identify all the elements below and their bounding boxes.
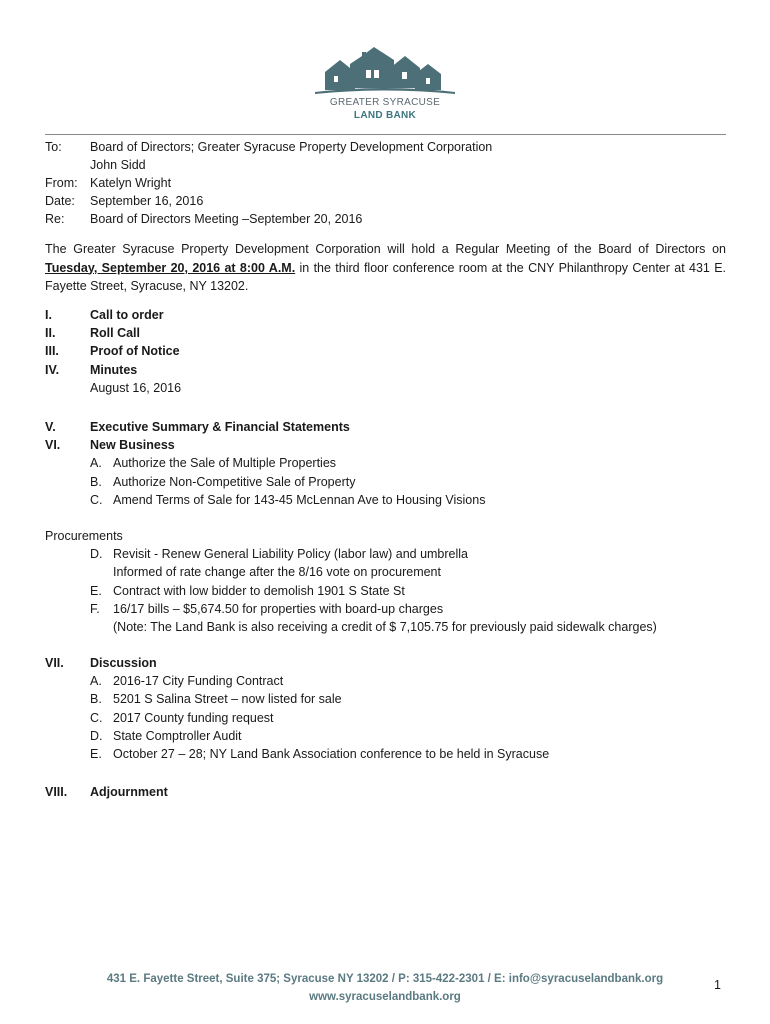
houses-logo-icon [310, 42, 460, 97]
list-note [45, 563, 745, 581]
agenda-num: VII. [45, 656, 64, 670]
memo-value: Katelyn Wright [90, 176, 172, 190]
land-bank-logo [310, 42, 460, 124]
agenda-item [45, 306, 745, 324]
list-letter: B. [90, 474, 102, 489]
intro-part1: The Greater Syracuse Property Development Corporation will hold a Regular Meeting of the Board of Directors on [45, 242, 726, 256]
meeting-datetime: Tuesday, September 20, 2016 at 8:00 A.M. [45, 260, 296, 275]
list-text: Authorize Non-Competitive Sale of Property [113, 474, 356, 489]
memo-key: From: [45, 176, 78, 190]
list-text: 2016-17 City Funding Contract [113, 674, 284, 689]
memo-key: Date: [45, 194, 75, 208]
agenda-section-1 [45, 306, 745, 397]
list-letter: A. [90, 674, 102, 689]
list-text: State Comptroller Audit [113, 728, 242, 743]
adjournment-section [45, 783, 745, 801]
list-text: 5201 S Salina Street – now listed for sale [113, 692, 342, 707]
memo-value: John Sidd [90, 158, 146, 172]
agenda-title: Minutes [90, 362, 138, 377]
agenda-title: Roll Call [90, 326, 141, 341]
agenda-num: III. [45, 344, 59, 359]
list-note [45, 618, 745, 636]
footer-address: 431 E. Fayette Street, Suite 375; Syracuse NY 13202 / P: 315-422-2301 / E: info@syracuselandbank.org [106, 973, 664, 985]
minutes-date-text: August 16, 2016 [90, 380, 182, 395]
agenda-section-2 [45, 418, 745, 509]
list-text: Amend Terms of Sale for 143-45 McLennan Ave to Housing Visions [113, 492, 486, 507]
agenda-title: Proof of Notice [90, 344, 180, 359]
agenda-item [45, 436, 745, 454]
list-letter: C. [90, 710, 103, 725]
list-note-text: Informed of rate change after the 8/16 vote on procurement [113, 565, 441, 580]
list-item [45, 545, 745, 563]
memo-row-from [45, 174, 492, 192]
page-number: 1 [714, 978, 721, 992]
list-letter: B. [90, 692, 102, 707]
list-item [45, 454, 745, 472]
intro-paragraph [45, 240, 726, 296]
agenda-title: New Business [90, 438, 175, 453]
memo-row-date [45, 192, 492, 210]
memo-row-to [45, 138, 492, 156]
footer-website: www.syracuselandbank.org [309, 991, 461, 1003]
agenda-title: Discussion [90, 656, 157, 670]
list-letter: E. [90, 746, 102, 761]
list-item [45, 727, 745, 745]
agenda-num: VIII. [45, 785, 68, 799]
agenda-item [45, 654, 745, 672]
list-item [45, 690, 745, 708]
logo-text-line1: GREATER SYRACUSE [329, 97, 441, 108]
list-text: Authorize the Sale of Multiple Properties [113, 456, 337, 471]
procurements-heading [45, 527, 745, 545]
agenda-num: I. [45, 308, 52, 322]
list-text: Revisit - Renew General Liability Policy (labor law) and umbrella [113, 547, 469, 562]
list-text: 2017 County funding request [113, 710, 274, 725]
memo-key [45, 156, 90, 174]
list-item [45, 672, 745, 690]
memo-key: To: [45, 140, 62, 154]
top-divider [45, 134, 726, 135]
minutes-date [45, 379, 745, 397]
procurements-heading-text: Procurements [45, 529, 123, 543]
agenda-item [45, 418, 745, 436]
memo-header [45, 138, 492, 228]
list-letter: D. [90, 547, 103, 562]
memo-row-to-cont [45, 156, 492, 174]
list-letter: C. [90, 492, 103, 507]
list-note-text: (Note: The Land Bank is also receiving a credit of $ 7,105.75 for previously paid sidewalk charges) [113, 619, 657, 634]
agenda-item [45, 342, 745, 360]
page-footer [60, 970, 710, 1006]
agenda-num: VI. [45, 438, 61, 453]
list-letter: A. [90, 456, 102, 471]
agenda-item [45, 324, 745, 342]
list-text: Contract with low bidder to demolish 1901 S State St [113, 583, 405, 598]
intro-part2: in the third floor conference room at the CNY Philanthropy Center at 431 E. Fayette Street, Syracuse, NY 13202. [45, 260, 727, 293]
list-item [45, 473, 745, 491]
list-text: 16/17 bills – $5,674.50 for properties with board-up charges [113, 601, 444, 616]
list-item [45, 745, 745, 763]
procurements-section [45, 527, 745, 636]
agenda-num: II. [45, 326, 56, 341]
agenda-title: Executive Summary & Financial Statements [90, 420, 350, 434]
list-item [45, 709, 745, 727]
list-item [45, 600, 745, 618]
agenda-title: Call to order [90, 308, 164, 322]
memo-value: September 16, 2016 [90, 194, 204, 208]
memo-value: Board of Directors Meeting –September 20, 2016 [90, 212, 363, 226]
agenda-item [45, 783, 745, 801]
agenda-title: Adjournment [90, 785, 168, 799]
logo-text-line2: LAND BANK [353, 110, 417, 121]
agenda-item [45, 361, 745, 379]
memo-key: Re: [45, 212, 65, 226]
memo-row-re [45, 210, 492, 228]
agenda-num: IV. [45, 362, 60, 377]
list-letter: F. [90, 601, 100, 616]
list-text: October 27 – 28; NY Land Bank Association conference to be held in Syracuse [113, 746, 550, 761]
list-letter: E. [90, 583, 102, 598]
agenda-num: V. [45, 420, 56, 434]
discussion-section [45, 654, 745, 763]
memo-value: Board of Directors; Greater Syracuse Property Development Corporation [90, 140, 493, 154]
list-item [45, 582, 745, 600]
list-letter: D. [90, 728, 103, 743]
list-item [45, 491, 745, 509]
